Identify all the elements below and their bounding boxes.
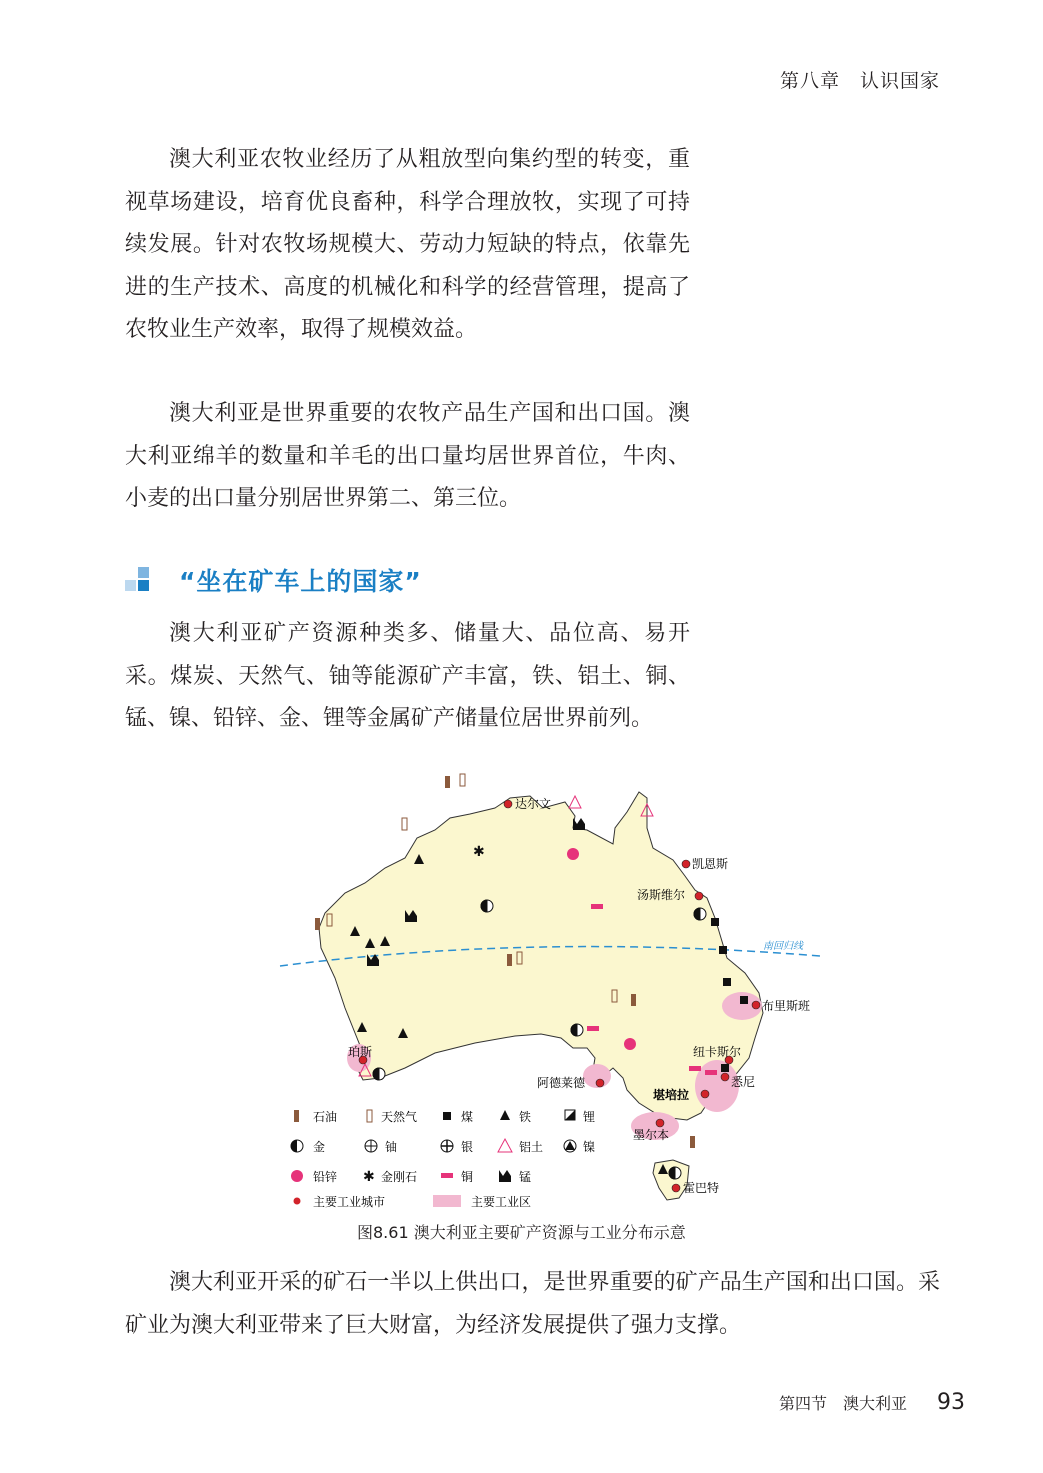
legend-gold: 金 (313, 1140, 326, 1154)
legend-oil: 石油 (313, 1110, 338, 1124)
city-label-adelaide: 阿德莱德 (537, 1076, 586, 1090)
page-number: 93 (937, 1390, 965, 1415)
paragraph-exports: 澳大利亚是世界重要的农牧产品生产国和出口国。澳大利亚绵羊的数量和羊毛的出口量均居世界首位，牛肉、小麦的出口量分别居世界第二、第三位。 (125, 401, 690, 511)
footer-section: 第四节 澳大利亚 (778, 1394, 907, 1413)
legend-uranium: 铀 (385, 1140, 398, 1154)
city-label-hobart: 霍巴特 (683, 1181, 720, 1195)
paragraph-minerals: 澳大利亚矿产资源种类多、储量大、品位高、易开采。煤炭、天然气、铀等能源矿产丰富，铁、铝土、铜、锰、镍、铅锌、金、锂等金属矿产储量位居世界前列。 (125, 621, 690, 731)
diamond-symbol (473, 844, 485, 860)
legend-copper: 铜 (461, 1170, 474, 1184)
legend-bauxite: 铝土 (519, 1140, 544, 1154)
legend-nickel: 镍 (583, 1140, 596, 1154)
legend-silver: 银 (461, 1140, 474, 1154)
figure-caption: 图8.61 澳大利亚主要矿产资源与工业分布示意 (357, 1223, 686, 1242)
legend-zone: 主要工业区 (471, 1195, 532, 1208)
city-label-perth: 珀斯 (348, 1045, 373, 1059)
page-footer (779, 1390, 965, 1415)
legend-leadzinc: 铅锌 (313, 1170, 338, 1184)
section-square-icon (125, 566, 157, 594)
svg-text:✱: ✱ (363, 1169, 375, 1185)
map-legend (291, 1109, 595, 1208)
city-label-cairns: 凯恩斯 (692, 857, 729, 871)
section-title: “坐在矿车上的国家” (179, 567, 422, 596)
legend-city: 主要工业城市 (313, 1195, 386, 1208)
city-label-newcastle: 纽卡斯尔 (693, 1045, 742, 1059)
paragraph-agriculture: 澳大利亚农牧业经历了从粗放型向集约型的转变，重视草场建设，培育优良畜种，科学合理放牧，实现了可持续发展。针对农牧场规模大、劳动力短缺的特点，依靠先进的生产技术、高度的机械化和科学的经营管理，提高了农牧业生产效率，取得了规模效益。 (125, 147, 690, 342)
city-label-sydney: 悉尼 (731, 1075, 756, 1089)
legend-diamond: 金刚石 (381, 1170, 418, 1184)
section-heading (125, 560, 422, 600)
city-label-brisbane: 布里斯班 (762, 999, 811, 1013)
city-label-townsville: 汤斯维尔 (637, 888, 686, 902)
svg-text:✱: ✱ (473, 844, 485, 860)
tropic-label: 南回归线 (763, 941, 803, 952)
city-label-canberra: 堪培拉 (653, 1088, 690, 1102)
legend-gas: 天然气 (381, 1110, 418, 1124)
australia-minerals-map (275, 768, 835, 1208)
city-label-melbourne: 墨尔本 (633, 1128, 670, 1142)
legend-manganese: 锰 (519, 1170, 532, 1184)
paragraph-mining: 澳大利亚开采的矿石一半以上供出口，是世界重要的矿产品生产国和出口国。采矿业为澳大利亚带来了巨大财富，为经济发展提供了强力支撑。 (125, 1270, 940, 1338)
city-label-darwin: 达尔文 (515, 797, 552, 811)
legend-lithium: 锂 (583, 1110, 596, 1124)
chapter-header: 第八章 认识国家 (779, 70, 940, 92)
legend-iron: 铁 (519, 1110, 532, 1124)
legend-coal: 煤 (461, 1110, 474, 1124)
